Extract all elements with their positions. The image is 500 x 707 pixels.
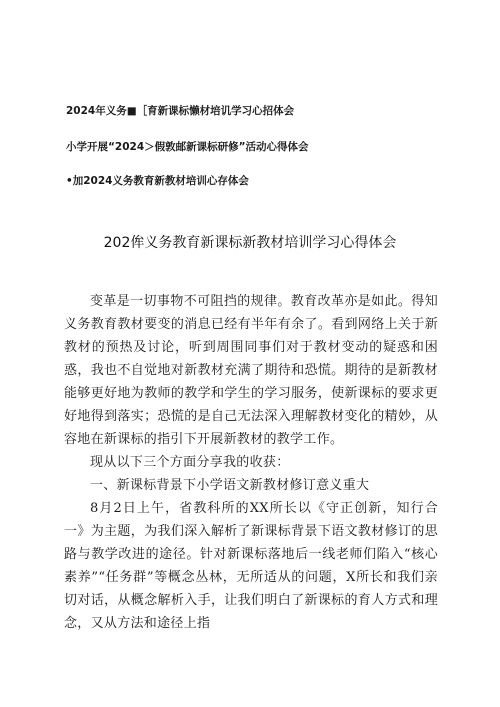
paragraph-harvest-lead: 现从以下三个方面分享我的收获：: [90, 455, 290, 470]
related-article-link-3[interactable]: •加2024义务教育新教材培训心存体会: [66, 175, 249, 187]
related-article-link-2[interactable]: 小学开展“2024＞假敦邮新课标研修”活动心得体会: [66, 141, 309, 153]
related-article-link-1[interactable]: 2024年义务■［育新课标懒材培讥学习心招体会: [66, 105, 295, 117]
document-title: 202侔义务教育新课标新教材培训学习心得体会: [103, 235, 397, 251]
paragraph-section-1: 8月2日上午，省教科所的XX所长以《守正创新，知行合一》为主题，为我们深入解析了新课标背景下语文教材修订的思路与教学改进的途径。针对新课标落地后一线老师们陷入“核心素养”“任务群”等概念丛林，无所适从的问题，X所长和我们亲切对话，从概念解析入手，让我们明白了新课标的育人方式和理念，又从方法和途径上指: [64, 501, 438, 631]
related-articles-list: [66, 104, 466, 188]
document-body: [64, 290, 438, 635]
paragraph-intro: 变革是一切事物不可阻挡的规律。教育改革亦是如此。得知义务教育教材要变的消息已经有半年有余了。看到网络上关于新教材的预热及讨论，听到周围同事们对于教材变动的疑惑和困惑，我也不自觉地对新教材充满了期待和恐慌。期待的是新教材能够更好地为教师的教学和学生的学习服务，使新课标的要求更好地得到落实；恐慌的是自己无法深入理解教材变化的精妙，从容地在新课标的指引下开展新教材的教学工作。: [64, 294, 438, 447]
section-heading-1: 一、新课标背景下小学语文新教材修订意义重大: [90, 478, 370, 493]
